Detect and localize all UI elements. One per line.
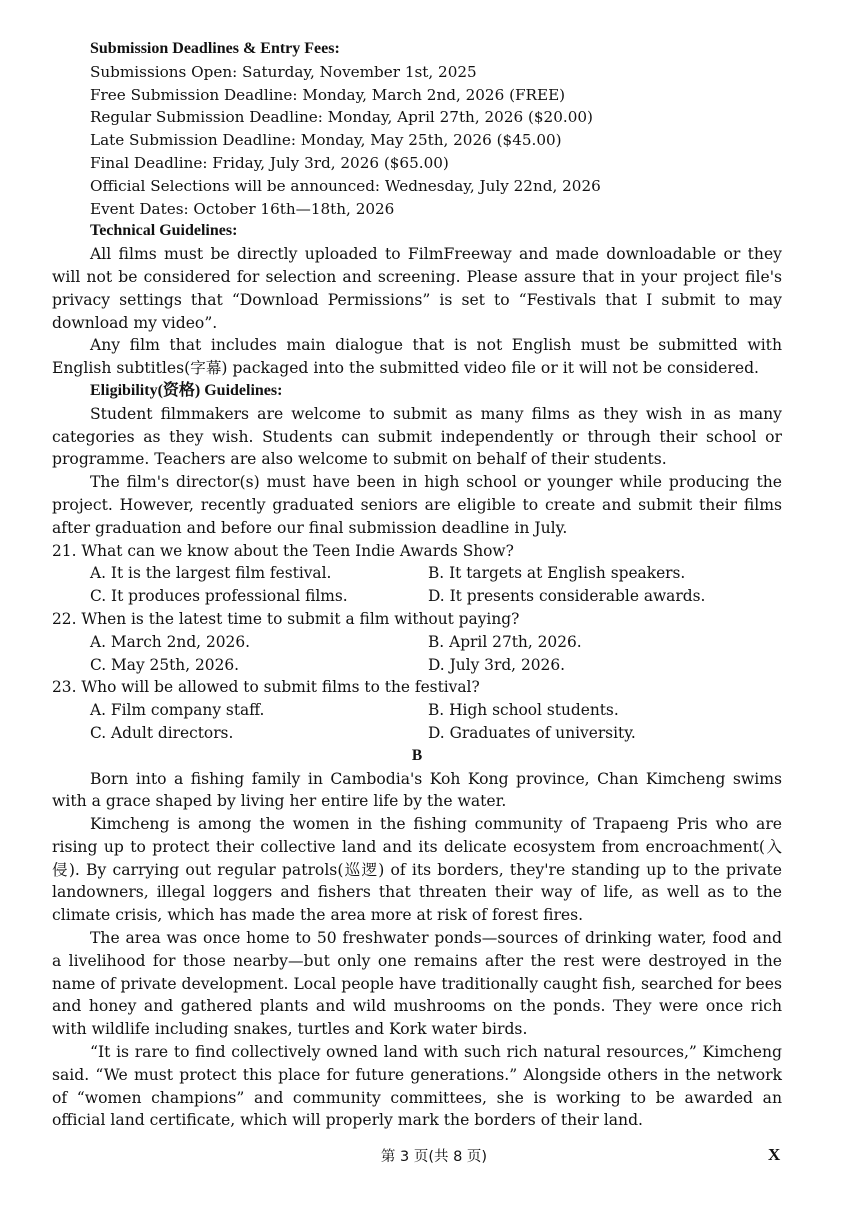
passage-paragraph: “It is rare to find collectively owned land with such rich natural resources,” Kimcheng said. “We must protect this place for future generations.” Alongside others in the network of “women champions” and community committees, she is working to be awarded an official land certificate, which will properly mark the borders of their land. bbox=[52, 1043, 782, 1130]
paper-mark: X bbox=[768, 1145, 781, 1164]
question-22 bbox=[52, 608, 782, 676]
page-footer bbox=[0, 1145, 868, 1169]
option-d: D. It presents considerable awards. bbox=[428, 587, 706, 606]
eligibility-paragraph: Student filmmakers are welcome to submit as many films as they wish in as many categories as they wish. Students can submit independently or through their school or programme. Teachers are also welcome to submit on behalf of their students. bbox=[52, 404, 782, 469]
submission-line: Final Deadline: Friday, July 3rd, 2026 ($65.00) bbox=[90, 153, 449, 172]
submission-line: Regular Submission Deadline: Monday, April 27th, 2026 ($20.00) bbox=[90, 108, 593, 127]
option-b: B. April 27th, 2026. bbox=[428, 632, 582, 651]
question-stem: 21. What can we know about the Teen Indie Awards Show? bbox=[52, 541, 514, 560]
question-stem: 22. When is the latest time to submit a film without paying? bbox=[52, 609, 520, 628]
option-d: D. July 3rd, 2026. bbox=[428, 655, 566, 674]
submission-heading: Submission Deadlines & Entry Fees: bbox=[90, 40, 340, 57]
option-b: B. High school students. bbox=[428, 701, 619, 720]
technical-paragraph: All films must be directly uploaded to FilmFreeway and made downloadable or they will not be considered for selection and screening. Please assure that in your project file's privacy settings that “Download Permissions” is set to “Festivals that I submit to may download my video”. bbox=[52, 245, 782, 332]
submission-line: Late Submission Deadline: Monday, May 25th, 2026 ($45.00) bbox=[90, 131, 562, 150]
option-d: D. Graduates of university. bbox=[428, 723, 636, 742]
submission-line: Event Dates: October 16th—18th, 2026 bbox=[90, 199, 395, 218]
option-c: C. It produces professional films. bbox=[90, 587, 348, 606]
page-number: 第 3 页(共 8 页) bbox=[380, 1149, 488, 1165]
option-a: A. March 2nd, 2026. bbox=[90, 632, 251, 651]
passage-paragraph: Kimcheng is among the women in the fishing community of Trapaeng Pris who are rising up to protect their collective land and its delicate ecosystem from encroachment(入侵). By carrying out regular patrols(巡逻) of its borders, they're standing up to the private landowners, illegal loggers and fishers that threaten their way of life, as well as to the climate crisis, which has made the area more at risk of forest fires. bbox=[52, 815, 782, 925]
eligibility-paragraph: The film's director(s) must have been in high school or younger while producing the project. However, recently graduated seniors are eligible to create and submit their films after graduation and before our final submission deadline in July. bbox=[52, 473, 782, 537]
option-c: C. Adult directors. bbox=[90, 723, 234, 742]
passage-paragraph: The area was once home to 50 freshwater ponds—sources of drinking water, food and a livelihood for those nearby—but only one remains after the rest were destroyed in the name of private development. Local people have traditionally caught fish, searched for bees and honey and gathered plants and wild mushrooms on the ponds. They were once rich with wildlife including snakes, turtles and Kork water birds. bbox=[52, 929, 782, 1039]
question-options bbox=[52, 562, 782, 608]
option-c: C. May 25th, 2026. bbox=[90, 655, 240, 674]
section-b-label: B bbox=[411, 746, 423, 764]
submission-line: Official Selections will be announced: Wednesday, July 22nd, 2026 bbox=[90, 176, 601, 195]
option-a: A. Film company staff. bbox=[90, 701, 265, 720]
passage-paragraph: Born into a fishing family in Cambodia's Koh Kong province, Chan Kimcheng swims with a grace shaped by living her entire life by the water. bbox=[52, 769, 782, 811]
eligibility-heading: Eligibility(资格) Guidelines: bbox=[90, 381, 283, 399]
question-stem: 23. Who will be allowed to submit films to the festival? bbox=[52, 678, 480, 697]
question-options bbox=[52, 699, 782, 745]
question-options bbox=[52, 631, 782, 677]
question-23 bbox=[52, 676, 782, 744]
submission-line: Free Submission Deadline: Monday, March 2nd, 2026 (FREE) bbox=[90, 85, 566, 104]
exam-page bbox=[52, 38, 782, 1132]
submission-line: Submissions Open: Saturday, November 1st, 2025 bbox=[90, 62, 477, 81]
option-b: B. It targets at English speakers. bbox=[428, 564, 686, 583]
option-a: A. It is the largest film festival. bbox=[90, 564, 332, 583]
technical-paragraph: Any film that includes main dialogue that is not English must be submitted with English subtitles(字幕) packaged into the submitted video file or it will not be considered. bbox=[52, 336, 782, 378]
question-21 bbox=[52, 540, 782, 608]
technical-heading: Technical Guidelines: bbox=[90, 222, 238, 240]
